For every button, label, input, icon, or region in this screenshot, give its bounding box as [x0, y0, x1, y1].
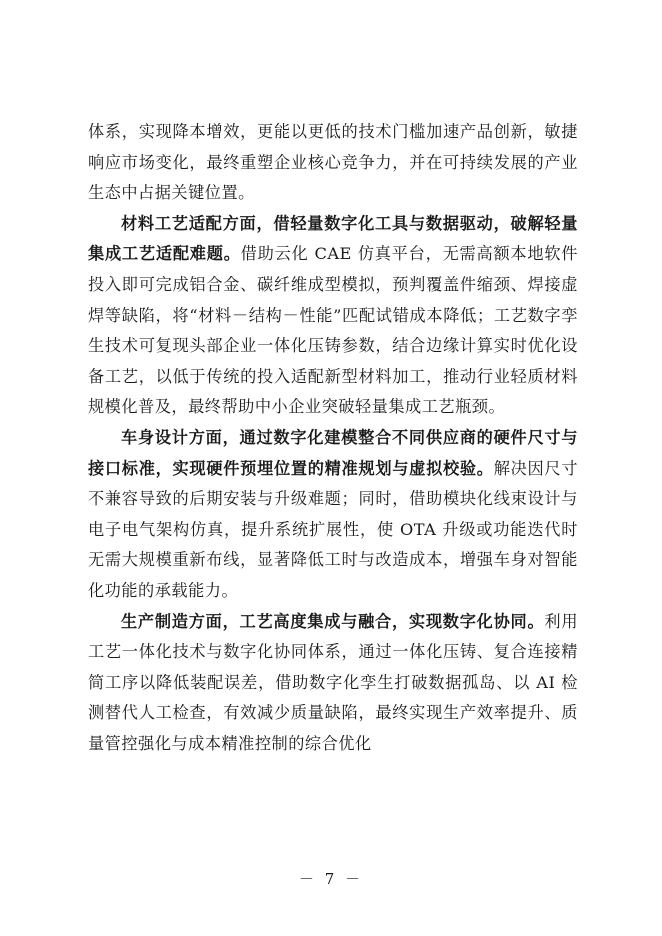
paragraph-text: 体系，实现降本增效，更能以更低的技术门槛加速产品创新，敏捷响应市场变化，最终重塑企业核心竞争力，并在可持续发展的产业生态中占据关键位置。	[88, 122, 578, 203]
paragraph-lead-heading: 材料工艺适配方面，借轻量数字化工具与数据驱动，破解轻量集成工艺适配难题。	[88, 213, 578, 264]
paragraph-body-design	[88, 423, 578, 607]
paragraph-continuation	[88, 117, 578, 209]
page-number: － 7 －	[298, 870, 364, 888]
paragraph-manufacturing	[88, 607, 578, 760]
paragraph-lead-heading: 车身设计方面，通过数字化建模整合不同供应商的硬件尺寸与接口标准，实现硬件预埋位置的精准规划与虚拟校验。	[88, 427, 578, 478]
paragraph-text: 利用工艺一体化技术与数字化协同体系，通过一体化压铸、复合连接精简工序以降低装配误差，借助数字化孪生打破数据孤岛、以 AI 检测替代人工检查，有效减少质量缺陷，最终实现生产效率提升、质量管控强化与成本精准控制的综合优化	[88, 611, 579, 753]
paragraph-materials-process	[88, 209, 578, 423]
paragraph-text: 解决因尺寸不兼容导致的后期安装与升级难题；同时，借助模块化线束设计与电子电气架构仿真，提升系统扩展性，使 OTA 升级或功能迭代时无需大规模重新布线，显著降低工时与改造成本，增强车身对智能化功能的承载能力。	[88, 458, 579, 600]
document-body	[88, 117, 578, 759]
paragraph-text: 借助云化 CAE 仿真平台，无需高额本地软件投入即可完成铝合金、碳纤维成型模拟，预判覆盖件缩颈、焊接虚焊等缺陷，将“材料－结构－性能”匹配试错成本降低；工艺数字孪生技术可复现头部企业一体化压铸参数，结合边缘计算实时优化设备工艺，以低于传统的投入适配新型材料加工，推动行业轻质材料规模化普及，最终帮助中小企业突破轻量集成工艺瓶颈。	[88, 244, 578, 417]
paragraph-lead-heading: 生产制造方面，工艺高度集成与融合，实现数字化协同。	[121, 611, 545, 631]
